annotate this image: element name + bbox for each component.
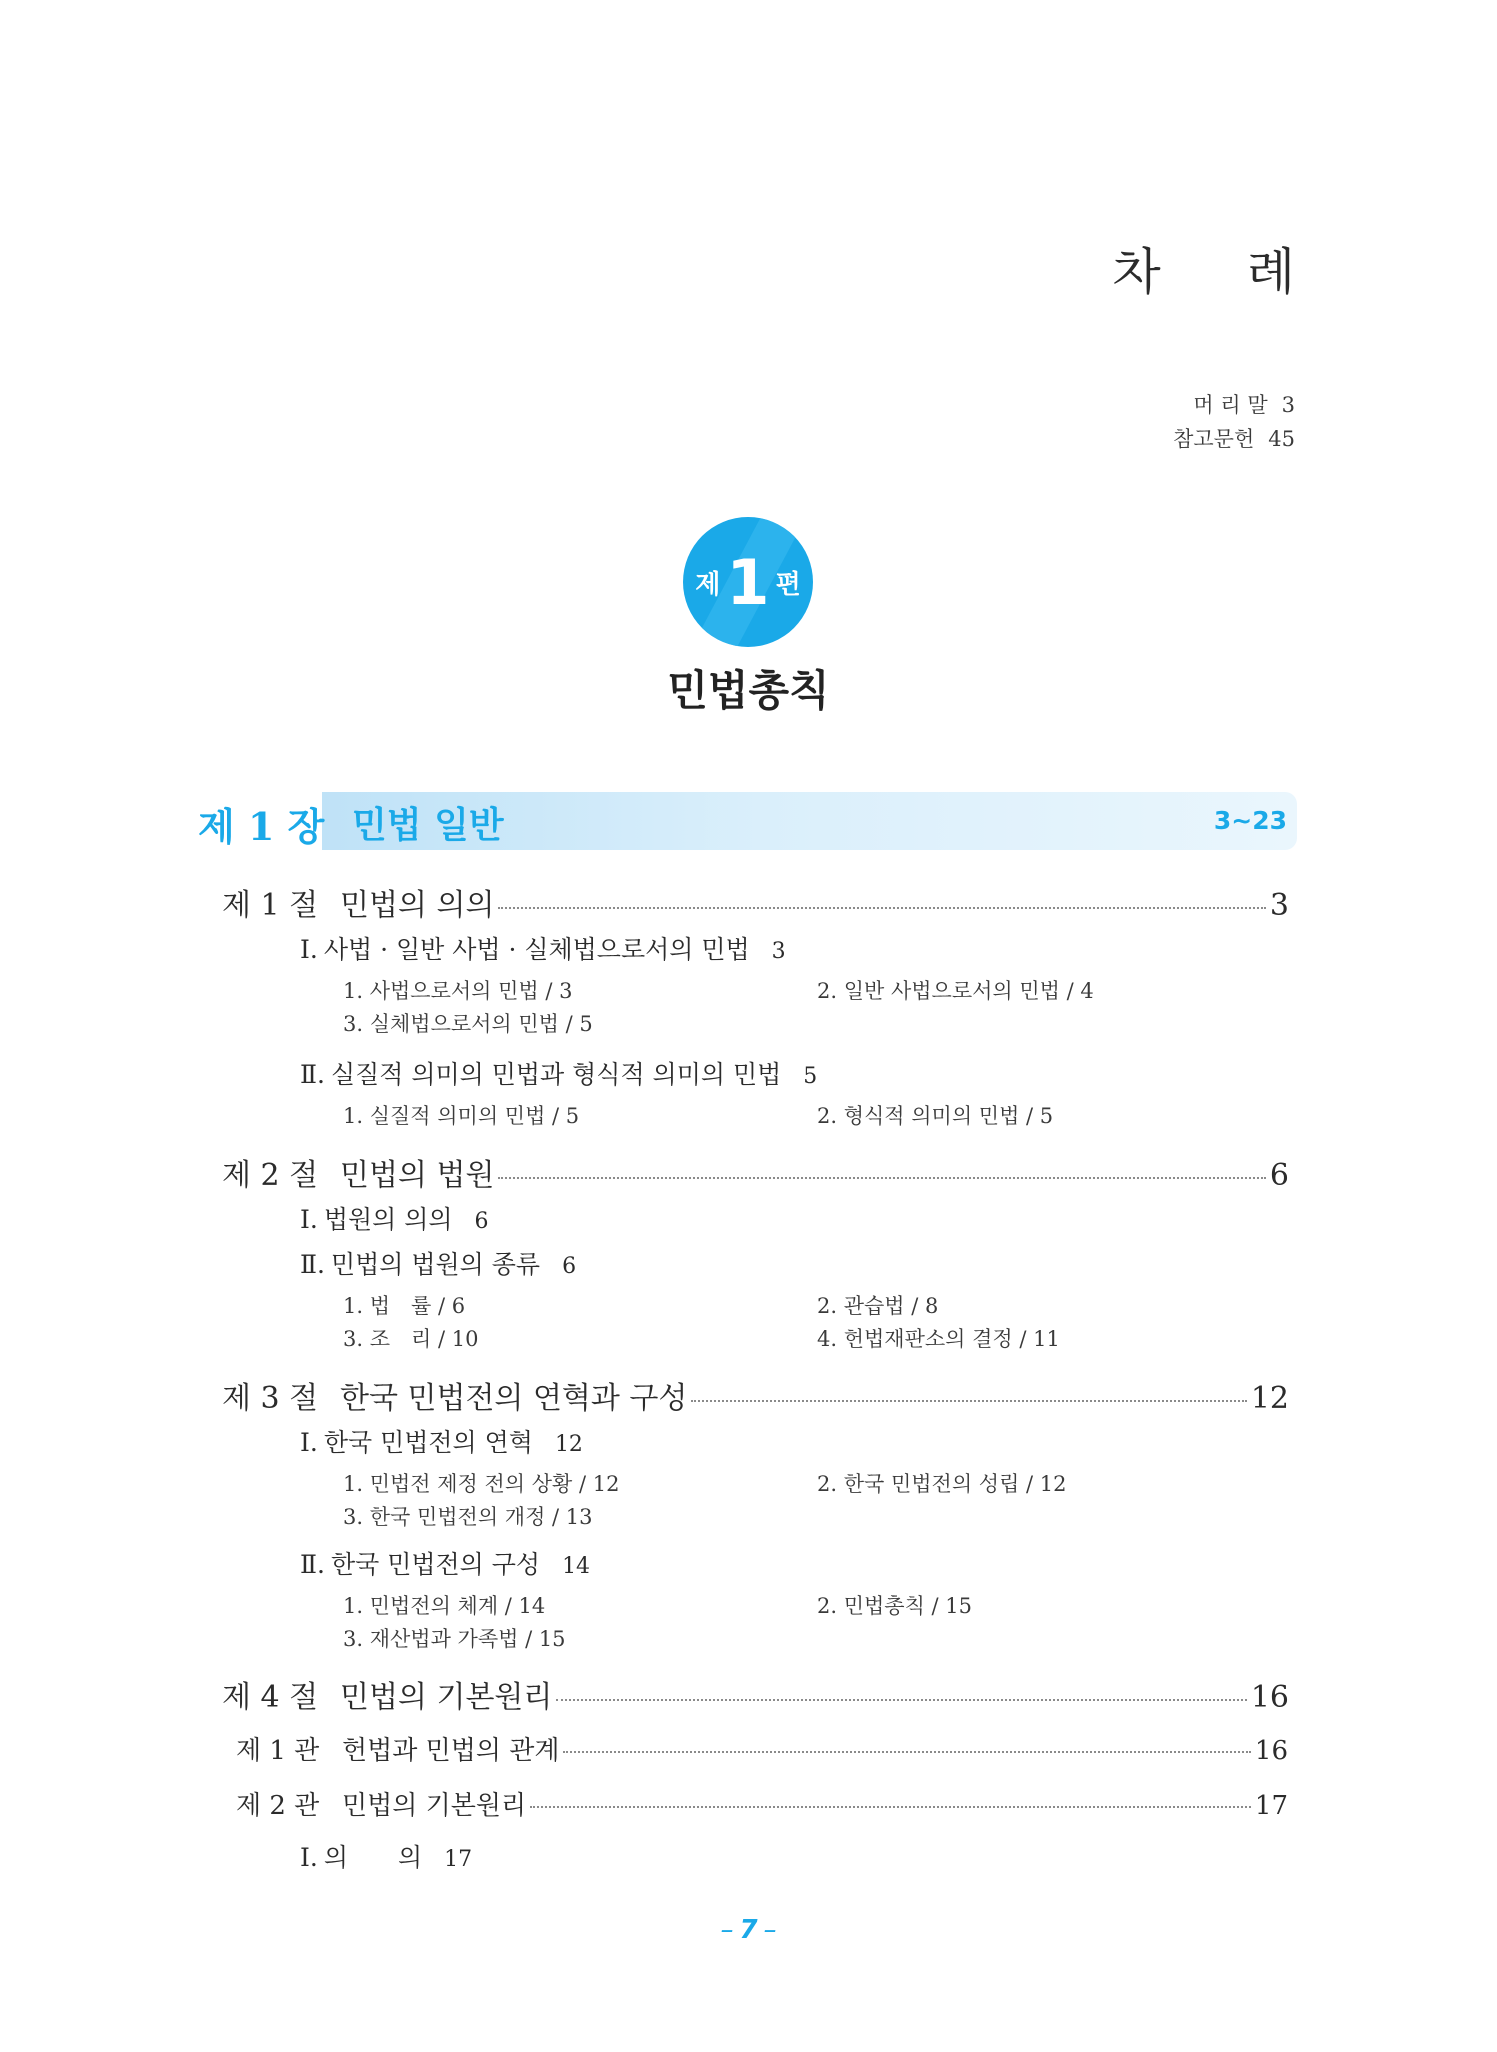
section-name: 민법의 법원 <box>340 1158 495 1193</box>
item-page: 5 <box>803 1064 818 1089</box>
page-number-value: 7 <box>739 1915 758 1945</box>
part-suffix: 편 <box>775 569 801 600</box>
subsection-label: 제 2 관 <box>236 1791 320 1821</box>
section-page: 3 <box>1269 888 1289 923</box>
dot-leader <box>498 907 1265 909</box>
section-name: 민법의 의의 <box>340 888 495 923</box>
section-page: 12 <box>1250 1381 1289 1416</box>
page-title <box>1112 232 1295 304</box>
subitem[interactable]: 4. 헌법재판소의 결정 / 11 <box>817 1327 1060 1351</box>
section-row[interactable] <box>222 880 1289 924</box>
item-row[interactable] <box>300 1423 583 1459</box>
subsection-label: 제 1 관 <box>236 1736 320 1766</box>
item-row[interactable] <box>300 1055 817 1091</box>
dot-leader <box>498 1177 1265 1179</box>
section-row[interactable] <box>222 1150 1289 1194</box>
section-label: 제 2 절 <box>222 1158 319 1193</box>
dot-leader <box>530 1806 1251 1808</box>
subsection-row[interactable] <box>236 1785 1288 1822</box>
front-matter-label: 참고문헌 <box>1173 427 1255 451</box>
title-char-left: 차 <box>1112 243 1161 301</box>
section-page: 16 <box>1250 1680 1289 1715</box>
front-matter-item[interactable] <box>1173 388 1295 422</box>
subitem[interactable]: 3. 실체법으로서의 민법 / 5 <box>343 1012 593 1036</box>
section-name: 민법의 기본원리 <box>340 1680 553 1715</box>
item-title: 한국 민법전의 연혁 <box>323 1428 533 1457</box>
subitem[interactable]: 2. 한국 민법전의 성립 / 12 <box>817 1472 1067 1496</box>
item-number: Ⅰ. <box>300 1205 318 1234</box>
dot-leader <box>563 1751 1250 1753</box>
part-badge <box>683 517 813 647</box>
dot-leader <box>556 1699 1246 1701</box>
section-page: 6 <box>1269 1158 1289 1193</box>
part-prefix: 제 <box>695 569 721 600</box>
subsection-row[interactable] <box>236 1730 1288 1767</box>
front-matter-page: 45 <box>1268 427 1295 451</box>
page-number: – 7 – <box>720 1915 777 1945</box>
front-matter-label: 머 리 말 <box>1193 393 1268 417</box>
subitem[interactable]: 1. 민법전 제정 전의 상황 / 12 <box>343 1472 620 1496</box>
subitem[interactable]: 2. 형식적 의미의 민법 / 5 <box>817 1104 1054 1128</box>
subitem[interactable]: 3. 재산법과 가족법 / 15 <box>343 1627 566 1651</box>
subitem[interactable]: 1. 사법으로서의 민법 / 3 <box>343 979 573 1003</box>
item-row[interactable] <box>300 1838 472 1874</box>
section-name: 한국 민법전의 연혁과 구성 <box>340 1381 688 1416</box>
subsection-page: 17 <box>1254 1791 1288 1821</box>
item-page: 12 <box>554 1432 583 1457</box>
subitem[interactable]: 3. 한국 민법전의 개정 / 13 <box>343 1505 593 1529</box>
part-name: 민법총칙 <box>667 666 830 715</box>
title-char-right: 례 <box>1246 243 1295 301</box>
item-title: 한국 민법전의 구성 <box>330 1550 541 1579</box>
front-matter-page: 3 <box>1281 393 1295 417</box>
item-title: 의 의 <box>323 1843 423 1872</box>
subitem[interactable]: 1. 법 률 / 6 <box>343 1294 466 1318</box>
item-row[interactable] <box>300 1245 576 1281</box>
item-page: 6 <box>562 1254 577 1279</box>
item-number: Ⅱ. <box>300 1550 325 1579</box>
section-label: 제 4 절 <box>222 1680 319 1715</box>
section-row[interactable] <box>222 1373 1289 1417</box>
item-row[interactable] <box>300 1545 590 1581</box>
item-row[interactable] <box>300 1200 489 1236</box>
item-number: Ⅰ. <box>300 935 318 964</box>
subitem[interactable]: 1. 민법전의 체계 / 14 <box>343 1594 546 1618</box>
front-matter-item[interactable] <box>1173 422 1295 456</box>
subsection-name: 헌법과 민법의 관계 <box>342 1736 560 1766</box>
chapter-number: 제 1 장 <box>198 804 325 849</box>
chapter-page-range: 3~23 <box>1213 806 1287 835</box>
subitem[interactable]: 2. 일반 사법으로서의 민법 / 4 <box>817 979 1094 1003</box>
item-title: 법원의 의의 <box>323 1205 453 1234</box>
item-page: 17 <box>444 1847 473 1872</box>
item-title: 사법 · 일반 사법 · 실체법으로서의 민법 <box>323 935 750 964</box>
item-page: 6 <box>474 1209 489 1234</box>
subsection-page: 16 <box>1254 1736 1288 1766</box>
item-row[interactable] <box>300 930 786 966</box>
item-page: 3 <box>771 939 786 964</box>
item-title: 민법의 법원의 종류 <box>330 1250 541 1279</box>
front-matter <box>1173 388 1295 456</box>
item-number: Ⅱ. <box>300 1060 325 1089</box>
section-row[interactable] <box>222 1672 1289 1716</box>
item-page: 14 <box>562 1554 591 1579</box>
section-label: 제 1 절 <box>222 888 319 923</box>
subitem[interactable]: 2. 민법총칙 / 15 <box>817 1594 973 1618</box>
item-title: 실질적 의미의 민법과 형식적 의미의 민법 <box>330 1060 782 1089</box>
dot-leader <box>691 1400 1246 1402</box>
item-number: Ⅱ. <box>300 1250 325 1279</box>
subitem[interactable]: 3. 조 리 / 10 <box>343 1327 479 1351</box>
subitem[interactable]: 1. 실질적 의미의 민법 / 5 <box>343 1104 580 1128</box>
subitem[interactable]: 2. 관습법 / 8 <box>817 1294 939 1318</box>
chapter-name[interactable]: 민법 일반 <box>352 805 504 846</box>
item-number: Ⅰ. <box>300 1843 318 1872</box>
subsection-name: 민법의 기본원리 <box>342 1791 527 1821</box>
item-number: Ⅰ. <box>300 1428 318 1457</box>
part-number: 1 <box>726 545 770 619</box>
section-label: 제 3 절 <box>222 1381 319 1416</box>
